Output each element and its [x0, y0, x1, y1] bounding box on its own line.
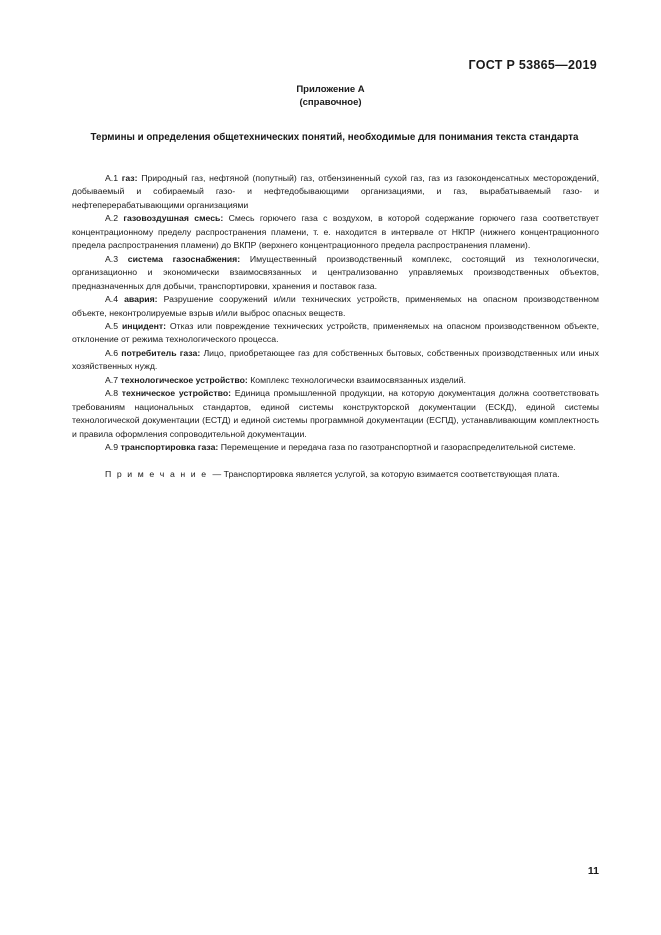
- definition-term: потребитель газа:: [121, 347, 201, 358]
- definition-number: А.8: [105, 388, 119, 399]
- page-number: 11: [587, 865, 599, 877]
- definition-text: Комплекс технологически взаимосвязанных изделий.: [247, 374, 466, 385]
- definition-number: А.9: [105, 442, 119, 453]
- definition-term: система газоснабжения:: [127, 253, 241, 264]
- definition-paragraph: [72, 374, 599, 387]
- note-dash: —: [212, 468, 222, 479]
- definition-term: газовоздушная смесь:: [123, 213, 224, 224]
- section-title: Термины и определения общетехнических понятий, необходимые для понимания текста стандарта: [90, 132, 579, 143]
- definition-number: А.2: [105, 213, 119, 224]
- definition-term: газ:: [121, 173, 138, 183]
- definition-text: Имущественный производственный комплекс, состоящий из технологически, организационно и экономически взаимосвязанных и централизованно управляемых производственных объектов, предназначенных для добычи, транспортировки, хранения и поставок газа.: [72, 253, 599, 291]
- definition-paragraph: [72, 387, 599, 441]
- definition-paragraph: [72, 172, 599, 212]
- annex-body: [72, 172, 599, 481]
- definition-paragraph: [72, 253, 599, 293]
- note-label: П р и м е ч а н и е: [105, 468, 208, 479]
- definition-text: Смесь горючего газа с воздухом, в которой содержание горючего газа соответствует концентрационному пределу распространения пламени, т. е. находится в интервале от НКПР (нижнего концентрационного предела распространения пламени) до ВКПР (верхнего концентрационного предела распространения пламени).: [72, 213, 599, 251]
- definition-term: транспортировка газа:: [120, 442, 219, 453]
- definition-text: Лицо, приобретающее газ для собственных бытовых, собственных производственных или иных хозяйственных нужд.: [72, 347, 599, 372]
- definition-paragraph: [72, 212, 599, 252]
- standard-designation: ГОСТ Р 53865—2019: [468, 58, 597, 72]
- definition-number: А.4: [105, 294, 119, 305]
- definition-text: Перемещение и передача газа по газотранспортной и газораспределительной системе.: [218, 442, 576, 453]
- definition-paragraph: [72, 441, 599, 454]
- definition-paragraph: [72, 293, 599, 320]
- definition-term: техническое устройство:: [121, 388, 232, 399]
- definition-term: технологическое устройство:: [120, 374, 248, 385]
- definition-term: авария:: [124, 294, 158, 305]
- definition-paragraph: [72, 347, 599, 374]
- definition-term: инцидент:: [121, 320, 166, 331]
- definition-text: Отказ или повреждение технических устройств, применяемых на опасном производственном объекте, отклонение от режима технологического процесса.: [72, 320, 599, 345]
- definition-text: Единица промышленной продукции, на которую документация должна соответствовать требованиям национальных стандартов, единой системы конструкторской документации (ЕСКД), единой системы технологической документации (ЕСТД) и единой системы программной документации (ЕСПД), устанавливающим комплектность и правила оформления сопроводительной документации.: [72, 388, 599, 439]
- definition-number: А.5: [105, 320, 119, 331]
- definition-number: А.6: [105, 347, 119, 358]
- definition-number: А.3: [105, 253, 119, 264]
- definition-paragraph: [72, 320, 599, 347]
- note-paragraph: [72, 468, 599, 481]
- definition-number: А.7: [105, 374, 119, 385]
- annex-heading: Приложение А: [296, 84, 365, 95]
- note-text: Транспортировка является услугой, за которую взимается соответствующая плата.: [223, 468, 560, 479]
- definition-number: А.1: [105, 173, 119, 183]
- annex-subheading: (справочное): [299, 97, 362, 108]
- definition-text: Разрушение сооружений и/или технических устройств, применяемых на опасном производственном объекте, неконтролируемые взрыв и/или выброс опасных веществ.: [72, 294, 599, 318]
- definition-text: Природный газ, нефтяной (попутный) газ, отбензиненный сухой газ, газ из газоконденсатных месторождений, добываемый и собираемый газо- и нефтедобывающими организациями, и газ, вырабатываемый газо- и нефтеперерабатывающими организациями: [72, 173, 600, 210]
